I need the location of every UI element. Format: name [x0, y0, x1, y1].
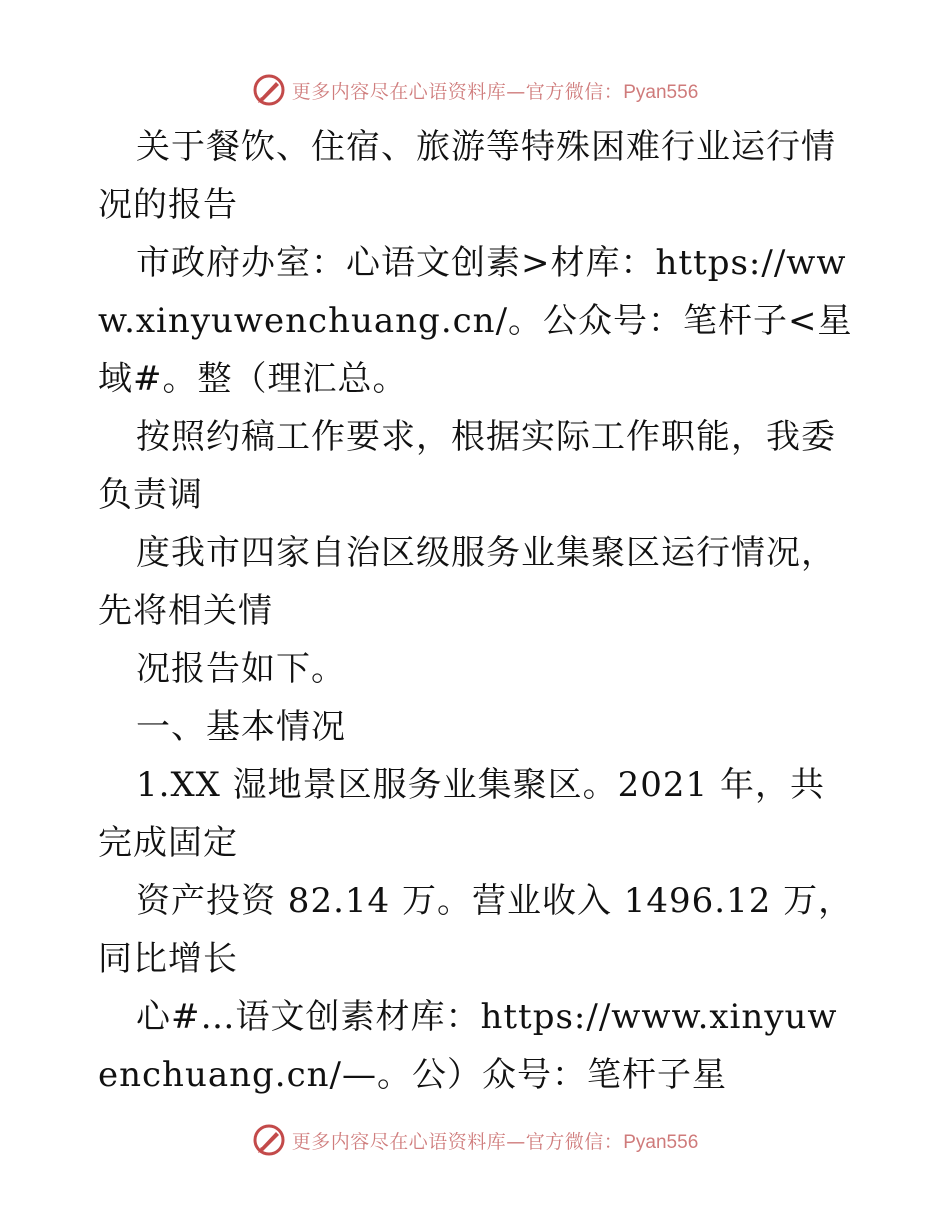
paragraph: 况报告如下。 [136, 649, 346, 689]
watermark-text: 更多内容尽在心语资料库—官方微信：Pyan556 [291, 1130, 699, 1153]
paragraph: 心#…语文创素材库：https://www.xinyuwenchuang.cn/—。公）众号：笔杆子星 [98, 997, 838, 1095]
paragraph-recipient: 市政府办室：心语文创素>材库：https://www.xinyuwenchuang.cn/。公众号：笔杆子<星域#。整（理汇总。 [98, 243, 853, 399]
section-heading: 一、基本情况 [136, 707, 346, 747]
paragraph: 1.XX 湿地景区服务业集聚区。2021 年，共完成固定 [98, 765, 825, 863]
pen-logo-icon [252, 73, 286, 107]
paragraph-title: 关于餐饮、住宿、旅游等特殊困难行业运行情况的报告 [98, 127, 836, 225]
paragraph: 资产投资 82.14 万。营业收入 1496.12 万，同比增长 [98, 881, 854, 979]
watermark-text: 更多内容尽在心语资料库—官方微信：Pyan556 [291, 80, 699, 103]
document-body [98, 118, 858, 1104]
wechat-id: Pyan556 [623, 81, 699, 103]
wechat-id: Pyan556 [623, 1131, 699, 1153]
pen-logo-icon [252, 1123, 286, 1157]
paragraph: 按照约稿工作要求，根据实际工作职能，我委负责调 [98, 417, 836, 515]
page-header-watermark [0, 72, 950, 108]
page-footer-watermark [0, 1122, 950, 1158]
paragraph: 度我市四家自治区级服务业集聚区运行情况，先将相关情 [98, 533, 836, 631]
